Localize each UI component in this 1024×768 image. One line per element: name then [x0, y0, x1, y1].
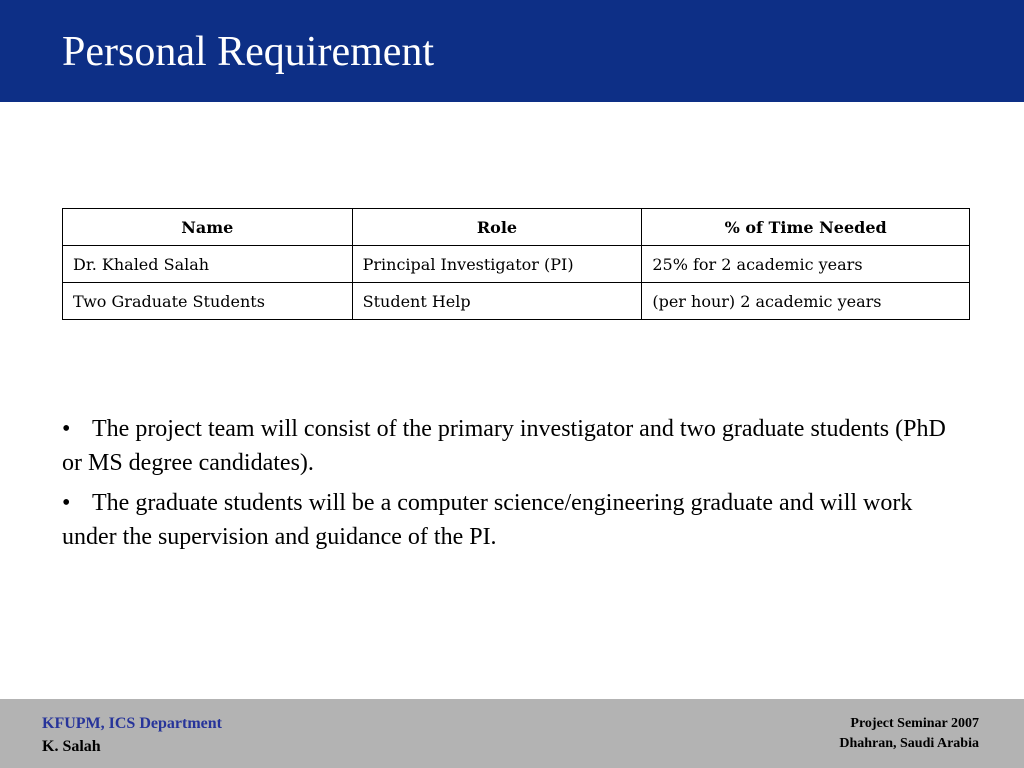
- table-header-row: [63, 209, 970, 246]
- bullet-item: [62, 486, 962, 554]
- bullet-list: [62, 412, 962, 560]
- table-row: [63, 246, 970, 283]
- slide-title: Personal Requirement: [62, 29, 435, 75]
- footer-left: [42, 712, 222, 758]
- cell-time-needed: 25% for 2 academic years: [642, 246, 970, 283]
- footer-location: Dhahran, Saudi Arabia: [839, 736, 979, 751]
- cell-role: Student Help: [352, 283, 642, 320]
- header-time-needed: % of Time Needed: [642, 209, 970, 246]
- bullet-mark: •: [62, 416, 71, 442]
- footer-bar: [0, 699, 1024, 768]
- footer-event: Project Seminar 2007: [850, 716, 979, 731]
- cell-role: Principal Investigator (PI): [352, 246, 642, 283]
- bullet-item: [62, 412, 962, 480]
- table-row: [63, 283, 970, 320]
- bullet-text: The graduate students will be a computer science/engineering graduate and will work under the supervision and guidance of the PI.: [62, 490, 913, 550]
- cell-name: Dr. Khaled Salah: [63, 246, 353, 283]
- header-name: Name: [63, 209, 353, 246]
- personnel-requirements-table: [62, 208, 970, 320]
- footer-author: K. Salah: [42, 738, 101, 755]
- cell-time-needed: (per hour) 2 academic years: [642, 283, 970, 320]
- footer-department: KFUPM, ICS Department: [42, 715, 222, 732]
- header-role: Role: [352, 209, 642, 246]
- bullet-mark: •: [62, 490, 71, 516]
- bullet-text: The project team will consist of the primary investigator and two graduate students (PhD or MS degree candidates).: [62, 416, 946, 476]
- cell-name: Two Graduate Students: [63, 283, 353, 320]
- footer-right: [839, 714, 979, 754]
- title-bar: [0, 0, 1024, 102]
